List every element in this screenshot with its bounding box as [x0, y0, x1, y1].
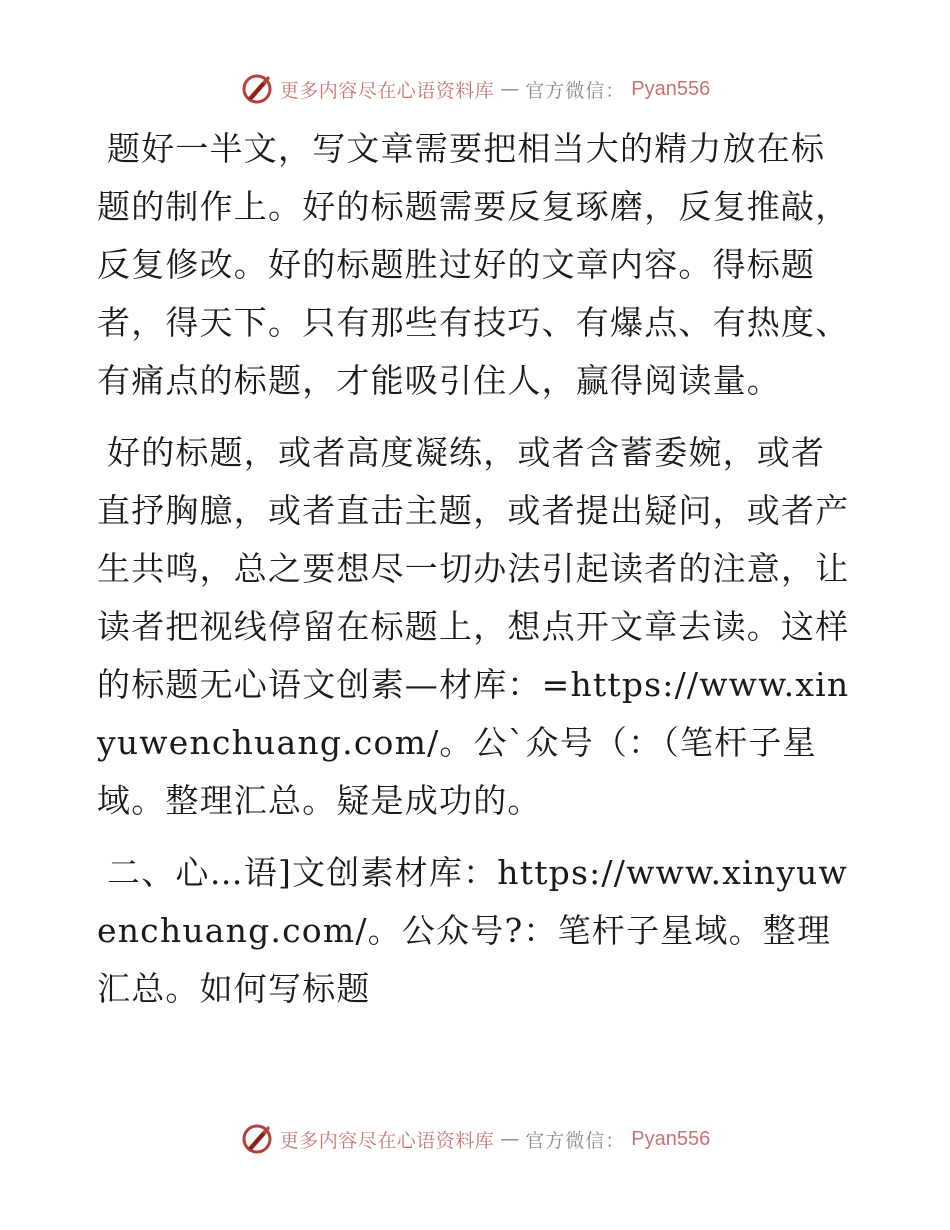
watermark-site-text: 更多内容尽在心语资料库: [279, 1129, 495, 1152]
pen-logo-icon: [240, 1122, 274, 1156]
paragraph-3-text: 二、心…语]文创素材库：https://www.xinyuwenchuang.com/。公众号?：笔杆子星域。整理汇总。如何写标题: [97, 853, 848, 1008]
watermark-separator: —: [500, 1128, 520, 1150]
watermark-separator: —: [500, 78, 520, 100]
watermark-wechat-label: 官方微信：: [525, 79, 626, 102]
watermark-wechat-id: Pyan556: [631, 1127, 711, 1150]
header-watermark: [0, 72, 950, 106]
watermark-wechat-label: 官方微信：: [525, 1129, 626, 1152]
pen-logo-icon: [240, 72, 274, 106]
body-text: [97, 120, 857, 1032]
paragraph-2: [97, 424, 857, 830]
paragraph-3: [97, 844, 857, 1018]
watermark-wechat-id: Pyan556: [631, 77, 711, 100]
footer-watermark: [0, 1122, 950, 1156]
paragraph-1-text: 题好一半文，写文章需要把相当大的精力放在标题的制作上。好的标题需要反复琢磨，反复推敲，反复修改。好的标题胜过好的文章内容。得标题者，得天下。只有那些有技巧、有爆点、有热度、有痛点的标题，才能吸引住人，赢得阅读量。: [97, 129, 850, 400]
paragraph-1: [97, 120, 857, 410]
watermark-site-text: 更多内容尽在心语资料库: [279, 79, 495, 102]
paragraph-2-text: 好的标题，或者高度凝练，或者含蓄委婉，或者直抒胸臆，或者直击主题，或者提出疑问，或者产生共鸣，总之要想尽一切办法引起读者的注意，让读者把视线停留在标题上，想点开文章去读。这样的标题无心语文创素—材库：=https://www.xinyuwenchuang.com/。公`众号（：（笔杆子星域。整理汇总。疑是成功的。: [97, 433, 850, 820]
